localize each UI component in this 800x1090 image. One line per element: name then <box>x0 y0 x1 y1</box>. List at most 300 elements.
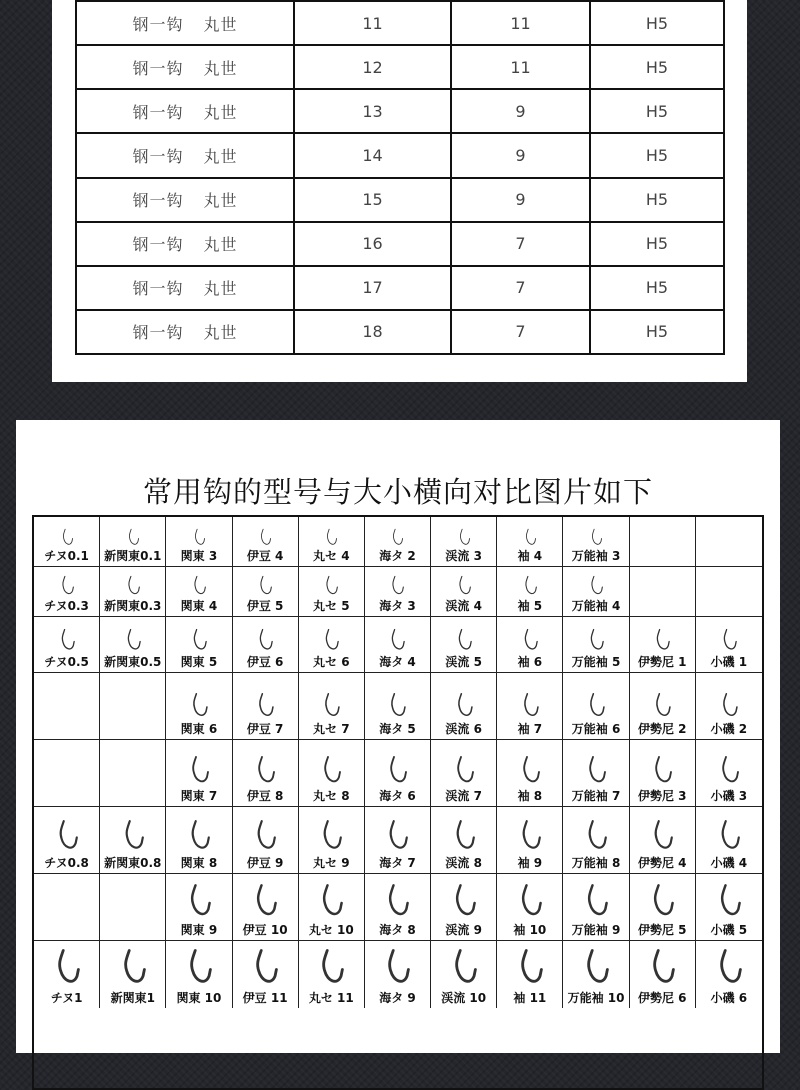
hook-size-label: 伊勢尼 2 <box>637 722 687 736</box>
hook-cell <box>34 673 100 740</box>
hook-size-label: 伊豆 8 <box>246 789 284 803</box>
spec-row <box>76 310 724 354</box>
fish-hook-icon <box>319 755 343 789</box>
spec-qty-cell: 11 <box>451 1 590 45</box>
hook-cell <box>233 807 299 874</box>
hook-cell <box>233 517 299 567</box>
hook-cell <box>299 807 365 874</box>
spec-hardness-cell: H5 <box>590 133 724 177</box>
fish-hook-icon <box>651 692 673 722</box>
hook-cell <box>696 941 762 1008</box>
hook-cell <box>100 617 166 673</box>
spec-hardness-cell: H5 <box>590 310 724 354</box>
spec-row <box>76 1 724 45</box>
hook-cell <box>365 740 431 807</box>
hook-cell <box>630 740 696 807</box>
spec-size-cell: 17 <box>294 266 451 310</box>
hook-cell <box>563 941 629 1008</box>
hook-cell <box>365 941 431 1008</box>
hook-size-label: 袖 8 <box>517 789 543 803</box>
hook-size-label: 伊豆 5 <box>246 599 284 613</box>
hook-cell <box>100 740 166 807</box>
hook-size-label: チヌ1 <box>50 991 83 1005</box>
spec-hardness-cell: H5 <box>590 1 724 45</box>
fish-hook-icon <box>189 628 209 655</box>
hook-cell <box>563 517 629 567</box>
fish-hook-icon <box>515 948 545 991</box>
fish-hook-icon <box>520 628 540 655</box>
fish-hook-icon <box>118 948 148 991</box>
hook-cell <box>630 874 696 941</box>
hook-size-label: 新関東0.3 <box>104 599 162 613</box>
fish-hook-icon <box>647 948 677 991</box>
hook-size-label: 万能袖 9 <box>571 923 621 937</box>
fish-hook-icon <box>54 819 80 856</box>
spec-size-cell: 13 <box>294 89 451 133</box>
fish-hook-icon <box>120 819 146 856</box>
hook-cell <box>100 517 166 567</box>
fish-hook-icon <box>251 883 279 923</box>
spec-panel <box>52 0 747 382</box>
fish-hook-icon <box>187 755 211 789</box>
fish-hook-icon <box>454 628 474 655</box>
fish-hook-icon <box>455 575 473 599</box>
hook-size-label: チヌ0.1 <box>44 549 89 563</box>
spec-name-cell <box>76 178 294 222</box>
fish-hook-icon <box>581 948 611 991</box>
hook-size-label: 小磯 6 <box>710 991 748 1005</box>
hook-cell <box>563 617 629 673</box>
fish-hook-icon <box>188 692 210 722</box>
hook-name: 钢一钩 <box>132 14 184 34</box>
spec-row <box>76 133 724 177</box>
hook-size-label: 袖 7 <box>517 722 543 736</box>
fish-hook-icon <box>191 528 207 549</box>
hook-size-label: 万能袖 7 <box>571 789 621 803</box>
hook-size-label: 小磯 2 <box>710 722 748 736</box>
hook-size-label: 伊勢尼 1 <box>637 655 687 669</box>
hook-size-label: 袖 4 <box>517 549 543 563</box>
spec-size-cell: 16 <box>294 222 451 266</box>
hook-size-label: 万能袖 8 <box>571 856 621 870</box>
hook-cell <box>299 617 365 673</box>
spec-name-cell <box>76 89 294 133</box>
fish-hook-icon <box>719 628 739 655</box>
hook-cell <box>166 874 232 941</box>
hook-size-label: 関東 10 <box>176 991 222 1005</box>
hook-size-label: 伊豆 9 <box>246 856 284 870</box>
fish-hook-icon <box>516 883 544 923</box>
fish-hook-icon <box>186 819 212 856</box>
hook-cell <box>696 517 762 567</box>
fish-hook-icon <box>451 819 477 856</box>
hook-cell <box>34 740 100 807</box>
hook-cell <box>365 617 431 673</box>
hook-brand: 丸世 <box>203 14 238 34</box>
hook-cell <box>299 874 365 941</box>
hook-cell <box>100 567 166 617</box>
spec-qty-cell: 9 <box>451 178 590 222</box>
hook-size-label: 渓流 8 <box>445 856 482 870</box>
hook-size-label: 小磯 5 <box>710 923 748 937</box>
fish-hook-icon <box>650 755 674 789</box>
hook-cell <box>563 807 629 874</box>
fish-hook-icon <box>320 692 342 722</box>
fish-hook-icon <box>58 575 76 599</box>
comparison-panel <box>16 420 780 1053</box>
hook-cell <box>431 807 497 874</box>
hook-cell <box>299 567 365 617</box>
fish-hook-icon <box>256 575 274 599</box>
hook-cell <box>431 673 497 740</box>
hook-size-label: 伊豆 4 <box>246 549 284 563</box>
spec-qty-cell: 9 <box>451 133 590 177</box>
spec-name-cell <box>76 222 294 266</box>
hook-cell <box>696 567 762 617</box>
hook-size-label: 新関東1 <box>110 991 155 1005</box>
fish-hook-icon <box>717 755 741 789</box>
hook-cell <box>299 517 365 567</box>
fish-hook-icon <box>190 575 208 599</box>
hook-cell <box>630 617 696 673</box>
hook-size-label: 袖 11 <box>513 991 547 1005</box>
fish-hook-icon <box>519 692 541 722</box>
hook-brand: 丸世 <box>203 102 238 122</box>
spec-table <box>75 0 725 355</box>
fish-hook-icon <box>253 755 277 789</box>
hook-size-label: 渓流 9 <box>445 923 482 937</box>
hook-cell <box>100 941 166 1008</box>
hook-brand: 丸世 <box>203 191 238 211</box>
hook-cell <box>563 874 629 941</box>
hook-size-label: 海タ 5 <box>379 722 416 736</box>
hook-size-label: 伊勢尼 4 <box>637 856 687 870</box>
spec-qty-cell: 11 <box>451 45 590 89</box>
fish-hook-icon <box>452 755 476 789</box>
fish-hook-icon <box>389 528 405 549</box>
spec-size-cell: 18 <box>294 310 451 354</box>
hook-size-label: 袖 6 <box>517 655 543 669</box>
hook-name: 钢一钩 <box>132 191 184 211</box>
hook-size-label: 新関東0.1 <box>104 549 162 563</box>
hook-cell <box>34 567 100 617</box>
hook-size-label: 小磯 1 <box>710 655 748 669</box>
hook-size-label: 伊勢尼 6 <box>637 991 687 1005</box>
hook-size-label: 渓流 10 <box>441 991 487 1005</box>
hook-size-label: 伊勢尼 5 <box>637 923 687 937</box>
fish-hook-icon <box>649 819 675 856</box>
fish-hook-icon <box>254 692 276 722</box>
hook-cell <box>299 673 365 740</box>
hook-cell <box>497 673 563 740</box>
fish-hook-icon <box>453 692 475 722</box>
fish-hook-icon <box>648 883 676 923</box>
spec-size-cell: 11 <box>294 1 451 45</box>
hook-cell <box>233 740 299 807</box>
hook-cell <box>696 807 762 874</box>
hook-cell <box>34 617 100 673</box>
hook-cell <box>497 617 563 673</box>
fish-hook-icon <box>582 883 610 923</box>
hook-cell <box>166 807 232 874</box>
hook-cell <box>431 740 497 807</box>
hook-cell <box>431 617 497 673</box>
hook-size-label: 海タ 2 <box>379 549 416 563</box>
hook-cell <box>696 617 762 673</box>
fish-hook-icon <box>586 628 606 655</box>
fish-hook-icon <box>585 692 607 722</box>
fish-hook-icon <box>385 755 409 789</box>
hook-size-label: 海タ 3 <box>379 599 416 613</box>
hook-cell <box>365 567 431 617</box>
fish-hook-icon <box>517 819 543 856</box>
hook-size-label: チヌ0.5 <box>44 655 89 669</box>
hook-name: 钢一钩 <box>132 235 184 255</box>
spec-name-cell <box>76 133 294 177</box>
hook-cell <box>365 807 431 874</box>
hook-size-label: 万能袖 6 <box>571 722 621 736</box>
fish-hook-icon <box>383 883 411 923</box>
hook-cell <box>696 740 762 807</box>
hook-size-label: 関東 9 <box>180 923 218 937</box>
hook-cell <box>233 941 299 1008</box>
hook-cell <box>696 874 762 941</box>
hook-size-label: 海タ 6 <box>379 789 416 803</box>
hook-size-label: 伊豆 11 <box>242 991 288 1005</box>
hook-size-label: 丸セ 5 <box>313 599 350 613</box>
hook-cell <box>299 740 365 807</box>
hook-cell <box>100 807 166 874</box>
fish-hook-icon <box>456 528 472 549</box>
hook-size-grid <box>32 515 764 1090</box>
hook-size-label: 伊豆 6 <box>246 655 284 669</box>
hook-cell <box>431 517 497 567</box>
hook-name: 钢一钩 <box>132 279 184 299</box>
hook-cell <box>497 517 563 567</box>
hook-cell <box>34 807 100 874</box>
hook-size-label: 丸セ 9 <box>313 856 350 870</box>
hook-cell <box>497 807 563 874</box>
comparison-title: 常用钩的型号与大小横向对比图片如下 <box>142 475 653 509</box>
fish-hook-icon <box>386 692 408 722</box>
hook-cell <box>299 941 365 1008</box>
hook-size-label: 関東 5 <box>180 655 218 669</box>
hook-cell <box>497 740 563 807</box>
hook-size-label: 新関東0.8 <box>104 856 162 870</box>
hook-cell <box>365 517 431 567</box>
hook-cell <box>431 874 497 941</box>
hook-cell <box>166 941 232 1008</box>
fish-hook-icon <box>123 628 143 655</box>
hook-size-label: 丸セ 6 <box>313 655 350 669</box>
hook-brand: 丸世 <box>203 323 238 343</box>
hook-name: 钢一钩 <box>132 102 184 122</box>
spec-size-cell: 12 <box>294 45 451 89</box>
spec-hardness-cell: H5 <box>590 89 724 133</box>
fish-hook-icon <box>317 883 345 923</box>
hook-brand: 丸世 <box>203 146 238 166</box>
spec-row <box>76 178 724 222</box>
fish-hook-icon <box>322 575 340 599</box>
spec-qty-cell: 7 <box>451 222 590 266</box>
hook-size-label: 万能袖 5 <box>571 655 621 669</box>
hook-size-label: 伊豆 7 <box>246 722 284 736</box>
spec-qty-cell: 9 <box>451 89 590 133</box>
hook-size-label: 渓流 6 <box>445 722 482 736</box>
fish-hook-icon <box>588 528 604 549</box>
fish-hook-icon <box>522 528 538 549</box>
hook-cell <box>630 673 696 740</box>
hook-size-label: 伊勢尼 3 <box>637 789 687 803</box>
hook-size-label: 新関東0.5 <box>104 655 162 669</box>
hook-cell <box>166 740 232 807</box>
hook-cell <box>630 517 696 567</box>
fish-hook-icon <box>388 575 406 599</box>
fish-hook-icon <box>583 819 609 856</box>
hook-cell <box>563 740 629 807</box>
hook-name: 钢一钩 <box>132 146 184 166</box>
hook-cell <box>34 941 100 1008</box>
hook-cell <box>563 673 629 740</box>
fish-hook-icon <box>323 528 339 549</box>
hook-size-label: 関東 8 <box>180 856 218 870</box>
hook-cell <box>365 673 431 740</box>
hook-size-label: 海タ 7 <box>379 856 416 870</box>
fish-hook-icon <box>255 628 275 655</box>
hook-cell <box>100 673 166 740</box>
fish-hook-icon <box>257 528 273 549</box>
spec-row <box>76 45 724 89</box>
spec-hardness-cell: H5 <box>590 222 724 266</box>
hook-size-label: 海タ 9 <box>379 991 416 1005</box>
fish-hook-icon <box>184 948 214 991</box>
fish-hook-icon <box>716 819 742 856</box>
fish-hook-icon <box>587 575 605 599</box>
hook-size-label: 万能袖 4 <box>571 599 621 613</box>
spec-size-cell: 14 <box>294 133 451 177</box>
hook-size-label: チヌ0.3 <box>44 599 89 613</box>
hook-size-label: 袖 10 <box>513 923 547 937</box>
hook-size-label: 丸セ 10 <box>308 923 354 937</box>
hook-cell <box>696 673 762 740</box>
hook-size-label: 万能袖 3 <box>571 549 621 563</box>
spec-row <box>76 266 724 310</box>
hook-size-label: 袖 9 <box>517 856 543 870</box>
fish-hook-icon <box>584 755 608 789</box>
spec-name-cell <box>76 45 294 89</box>
hook-size-label: 海タ 8 <box>379 923 416 937</box>
spec-hardness-cell: H5 <box>590 178 724 222</box>
hook-size-label: 丸セ 8 <box>313 789 350 803</box>
hook-cell <box>166 617 232 673</box>
hook-brand: 丸世 <box>203 58 238 78</box>
hook-cell <box>34 874 100 941</box>
hook-cell <box>563 567 629 617</box>
hook-size-label: 関東 3 <box>180 549 218 563</box>
fish-hook-icon <box>318 819 344 856</box>
fish-hook-icon <box>52 948 82 991</box>
hook-cell <box>166 673 232 740</box>
spec-name-cell <box>76 266 294 310</box>
fish-hook-icon <box>125 528 141 549</box>
hook-size-label: 渓流 5 <box>445 655 482 669</box>
hook-cell <box>497 941 563 1008</box>
hook-cell <box>233 874 299 941</box>
fish-hook-icon <box>252 819 278 856</box>
hook-size-label: 丸セ 7 <box>313 722 350 736</box>
spec-name-cell <box>76 1 294 45</box>
hook-brand: 丸世 <box>203 235 238 255</box>
hook-name: 钢一钩 <box>132 58 184 78</box>
fish-hook-icon <box>652 628 672 655</box>
spec-qty-cell: 7 <box>451 310 590 354</box>
hook-size-label: チヌ0.8 <box>44 856 89 870</box>
fish-hook-icon <box>718 692 740 722</box>
hook-cell <box>630 941 696 1008</box>
fish-hook-icon <box>387 628 407 655</box>
hook-cell <box>630 807 696 874</box>
fish-hook-icon <box>382 948 412 991</box>
fish-hook-icon <box>316 948 346 991</box>
spec-qty-cell: 7 <box>451 266 590 310</box>
fish-hook-icon <box>518 755 542 789</box>
hook-cell <box>630 567 696 617</box>
fish-hook-icon <box>715 883 743 923</box>
hook-cell <box>100 874 166 941</box>
fish-hook-icon <box>384 819 410 856</box>
fish-hook-icon <box>59 528 75 549</box>
hook-cell <box>233 567 299 617</box>
hook-size-label: 丸セ 4 <box>313 549 350 563</box>
hook-size-label: 関東 7 <box>180 789 218 803</box>
fish-hook-icon <box>449 948 479 991</box>
fish-hook-icon <box>57 628 77 655</box>
hook-cell <box>497 567 563 617</box>
spec-row <box>76 222 724 266</box>
fish-hook-icon <box>185 883 213 923</box>
fish-hook-icon <box>714 948 744 991</box>
hook-size-label: 海タ 4 <box>379 655 416 669</box>
hook-cell <box>233 617 299 673</box>
hook-size-label: 丸セ 11 <box>308 991 354 1005</box>
hook-cell <box>166 567 232 617</box>
hook-cell <box>34 517 100 567</box>
fish-hook-icon <box>321 628 341 655</box>
hook-cell <box>497 874 563 941</box>
hook-cell <box>166 517 232 567</box>
fish-hook-icon <box>521 575 539 599</box>
hook-size-label: 関東 6 <box>180 722 218 736</box>
hook-size-label: 渓流 4 <box>445 599 482 613</box>
hook-size-label: 万能袖 10 <box>567 991 625 1005</box>
hook-name: 钢一钩 <box>132 323 184 343</box>
fish-hook-icon <box>124 575 142 599</box>
hook-cell <box>365 874 431 941</box>
hook-size-label: 関東 4 <box>180 599 218 613</box>
spec-name-cell <box>76 310 294 354</box>
hook-cell <box>431 941 497 1008</box>
fish-hook-icon <box>450 883 478 923</box>
hook-size-label: 渓流 7 <box>445 789 482 803</box>
hook-size-label: 小磯 3 <box>710 789 748 803</box>
hook-size-label: 袖 5 <box>517 599 543 613</box>
hook-size-label: 伊豆 10 <box>242 923 288 937</box>
hook-size-label: 渓流 3 <box>445 549 482 563</box>
spec-hardness-cell: H5 <box>590 45 724 89</box>
hook-size-label: 小磯 4 <box>710 856 748 870</box>
hook-cell <box>431 567 497 617</box>
hook-brand: 丸世 <box>203 279 238 299</box>
